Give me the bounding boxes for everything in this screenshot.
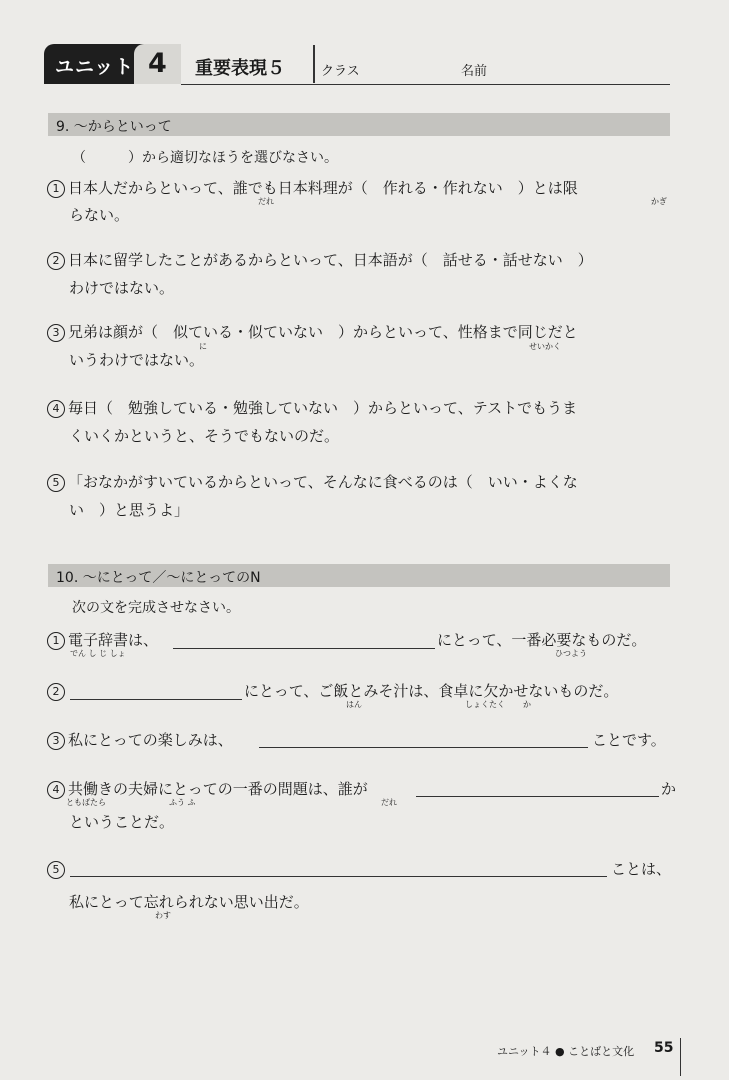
unit-header	[44, 44, 670, 88]
ruby: だれ	[258, 197, 274, 206]
ruby: ともばたら	[66, 798, 106, 807]
ruby: だれ	[381, 798, 397, 807]
answer-blank[interactable]	[259, 747, 588, 748]
section-9-title: 9. ～からといって	[56, 119, 172, 135]
item-number: 5	[47, 474, 65, 492]
answer-blank[interactable]	[70, 699, 242, 700]
s9-item-5-line2: い ）と思うよ」	[69, 501, 190, 519]
s10-item-5-after: ことは、	[611, 860, 672, 878]
item-text: 日本に留学したことがあるからといって、日本語が（ 話せる・話せない ）	[68, 251, 593, 269]
ruby: ふう ふ	[169, 798, 196, 807]
item-text: 「おなかがすいているからといって、そんなに食べるのは（ いい・よくな	[68, 473, 578, 491]
item-number: 3	[47, 732, 65, 750]
s9-item-4-line2: くいくかというと、そうでもないのだ。	[69, 427, 340, 445]
s10-item-2-after: にとって、ご飯とみそ汁は、食卓に欠かせないものだ。	[244, 682, 619, 700]
section-9-bar	[48, 113, 670, 136]
item-text: 兄弟は顔が（ 似ている・似ていない ）からといって、性格まで同じだと	[68, 323, 578, 341]
s10-item-4-before	[47, 779, 368, 799]
s10-item-5-line2: 私にとって忘れられない思い出だ。	[69, 893, 309, 911]
ruby: はん	[346, 700, 362, 709]
page-number: 55	[654, 1040, 674, 1056]
s9-item-4-line1	[47, 398, 577, 418]
item-number: 1	[47, 180, 65, 198]
s10-item-4-line2: ということだ。	[69, 813, 175, 831]
class-label: クラス	[321, 64, 360, 79]
page-title: 重要表現５	[195, 58, 285, 79]
section-9-instruction: （ ）から適切なほうを選びなさい。	[72, 150, 338, 166]
item-text: 共働きの夫婦にとっての一番の問題は、誰が	[68, 780, 368, 798]
ruby: せいかく	[529, 342, 561, 351]
answer-blank[interactable]	[70, 876, 607, 877]
ruby: に	[199, 342, 207, 351]
item-number: 4	[47, 781, 65, 799]
answer-blank[interactable]	[416, 796, 659, 797]
section-10-instruction: 次の文を完成させなさい。	[72, 600, 240, 616]
s9-item-1-line2: らない。	[69, 206, 130, 224]
item-text: 日本人だからといって、誰でも日本料理が（ 作れる・作れない ）とは限	[68, 179, 578, 197]
s9-item-3-line1	[47, 322, 578, 342]
name-label: 名前	[461, 64, 488, 79]
section-10-bar	[48, 564, 670, 587]
header-rule	[181, 84, 670, 85]
ruby: でん し じ しょ	[70, 649, 126, 658]
ruby: わす	[155, 911, 171, 920]
footer-rule	[680, 1038, 681, 1076]
s10-item-4-after: か	[661, 780, 677, 798]
s10-item-2-before	[47, 681, 68, 701]
item-number: 4	[47, 400, 65, 418]
header-divider	[313, 45, 315, 83]
item-number: 2	[47, 683, 65, 701]
s10-item-5-before	[47, 859, 68, 879]
s10-item-1-before	[47, 630, 158, 650]
ruby: か	[523, 700, 531, 709]
ruby: ひつよう	[555, 649, 587, 658]
s10-item-3-after: ことです。	[592, 731, 666, 749]
unit-label: ユニット	[55, 56, 135, 78]
s10-item-1-after: にとって、一番必要なものだ。	[437, 631, 647, 649]
ruby: しょくたく	[465, 700, 505, 709]
footer-unit-title: ユニット４ ● ことばと文化	[497, 1045, 635, 1058]
item-number: 2	[47, 252, 65, 270]
item-number: 3	[47, 324, 65, 342]
s10-item-3-before	[47, 730, 233, 750]
section-10-title: 10. ～にとって／～にとってのN	[56, 570, 261, 586]
answer-blank[interactable]	[173, 648, 435, 649]
ruby: かぎ	[651, 197, 667, 206]
s9-item-5-line1	[47, 472, 578, 492]
item-text: 毎日（ 勉強している・勉強していない ）からといって、テストでもうま	[68, 399, 578, 417]
item-text: 私にとっての楽しみは、	[68, 731, 233, 749]
s9-item-2-line1	[47, 250, 593, 270]
item-text: 電子辞書は、	[68, 631, 159, 649]
s9-item-1-line1	[47, 178, 578, 198]
item-number: 5	[47, 861, 65, 879]
s9-item-3-line2: いうわけではない。	[69, 351, 205, 369]
item-number: 1	[47, 632, 65, 650]
unit-number: 4	[148, 48, 167, 79]
s9-item-2-line2: わけではない。	[69, 279, 175, 297]
